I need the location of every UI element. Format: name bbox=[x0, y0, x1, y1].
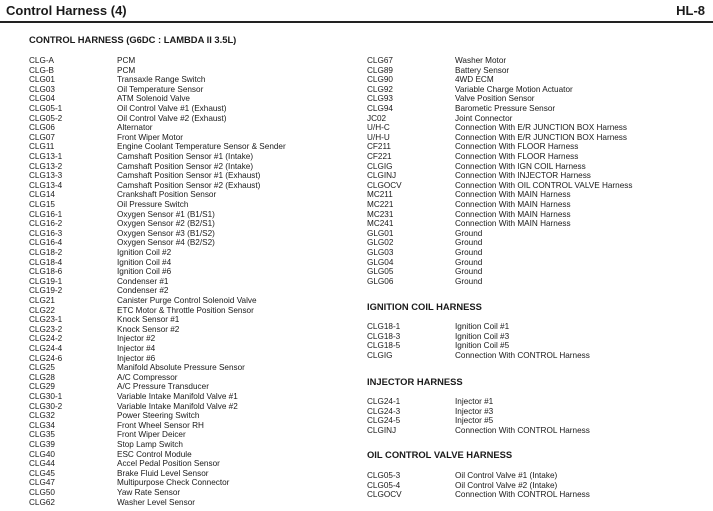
connector-description: Ignition Coil #4 bbox=[117, 257, 172, 267]
connector-description: Knock Sensor #1 bbox=[117, 315, 180, 325]
connector-description: Connection With E/R JUNCTION BOX Harness bbox=[455, 123, 627, 133]
connector-code: U/H-U bbox=[367, 132, 390, 142]
connector-code: CLG05-3 bbox=[367, 471, 401, 480]
connector-description: Engine Coolant Temperature Sensor & Sender bbox=[117, 142, 286, 152]
connector-code: CLG25 bbox=[29, 363, 55, 373]
connector-description: Ground bbox=[455, 238, 483, 248]
page-title: Control Harness (4) bbox=[6, 3, 127, 18]
connector-code: CLG18-1 bbox=[367, 322, 401, 331]
connector-description: Connection With OIL CONTROL VALVE Harness bbox=[455, 180, 633, 190]
connector-code: CLG30-1 bbox=[29, 392, 63, 401]
connector-code: CLG23-1 bbox=[29, 315, 63, 325]
connector-code: CLG21 bbox=[29, 296, 55, 305]
connector-description: Camshaft Position Sensor #2 (Intake) bbox=[117, 161, 254, 171]
section-title-oil-control-valve-harness: OIL CONTROL VALVE HARNESS bbox=[367, 449, 513, 460]
page-code: HL-8 bbox=[676, 3, 705, 18]
connector-description: ESC Control Module bbox=[117, 449, 192, 459]
connector-code: CLG39 bbox=[29, 440, 55, 449]
connector-description: Connection With CONTROL Harness bbox=[455, 490, 590, 500]
connector-description: Oxygen Sensor #3 (B1/S2) bbox=[117, 228, 215, 238]
connector-code: CLG34 bbox=[29, 420, 55, 430]
connector-description: ETC Motor & Throttle Position Sensor bbox=[117, 305, 254, 315]
section-title-ignition-coil-harness: IGNITION COIL HARNESS bbox=[367, 301, 482, 312]
connector-description: Injector #1 bbox=[455, 397, 494, 406]
connector-code: GLG01 bbox=[367, 228, 394, 238]
connector-code: CLG18-2 bbox=[29, 248, 63, 257]
connector-description: Transaxle Range Switch bbox=[117, 75, 206, 85]
connector-description: Connection With IGN COIL Harness bbox=[455, 161, 586, 171]
connector-code: CLG30-2 bbox=[29, 401, 63, 411]
connector-description: Joint Connector bbox=[455, 113, 513, 123]
connector-code: CF211 bbox=[367, 142, 391, 152]
connector-description: Injector #5 bbox=[455, 416, 494, 426]
connector-code: CLG93 bbox=[367, 94, 393, 104]
connector-code: CLGIG bbox=[367, 350, 393, 360]
connector-code: CLG50 bbox=[29, 488, 55, 497]
connector-description: Connection With MAIN Harness bbox=[455, 200, 571, 209]
connector-description: Oil Control Valve #2 (Exhaust) bbox=[117, 113, 227, 123]
connector-code: CLGOCV bbox=[367, 490, 402, 500]
connector-code: CLG05-1 bbox=[29, 104, 63, 113]
connector-code: CLG16-1 bbox=[29, 209, 63, 219]
connector-code: CLG24-6 bbox=[29, 353, 63, 363]
connector-code: CLG18-6 bbox=[29, 267, 63, 277]
connector-code: JC02 bbox=[367, 113, 387, 123]
connector-description: Multipurpose Check Connector bbox=[117, 478, 230, 488]
connector-description: Connection With INJECTOR Harness bbox=[455, 171, 591, 181]
connector-code: CLG07 bbox=[29, 132, 55, 142]
connector-code: CLG03 bbox=[29, 84, 55, 94]
connector-description: Front Wiper Deicer bbox=[117, 430, 186, 440]
connector-description: Oil Temperature Sensor bbox=[117, 84, 204, 94]
connector-code: CLG24-3 bbox=[367, 406, 401, 416]
connector-description: Ground bbox=[455, 257, 483, 267]
connector-code: GLG02 bbox=[367, 238, 394, 248]
connector-description: Stop Lamp Switch bbox=[117, 440, 183, 449]
connector-code: CLG05-2 bbox=[29, 113, 63, 123]
connector-code: CLGOCV bbox=[367, 180, 402, 190]
connector-code: CLG11 bbox=[29, 142, 55, 152]
connector-description: Accel Pedal Position Sensor bbox=[117, 459, 220, 469]
connector-code: CLG29 bbox=[29, 382, 55, 392]
connector-code: CLG40 bbox=[29, 449, 55, 459]
connector-description: Injector #3 bbox=[455, 406, 494, 416]
connector-description: A/C Compressor bbox=[117, 372, 178, 382]
connector-description: Oxygen Sensor #4 (B2/S2) bbox=[117, 238, 215, 248]
connector-description: Condenser #2 bbox=[117, 286, 169, 296]
connector-description: Brake Fluid Level Sensor bbox=[117, 468, 209, 478]
connector-code: CLG13-3 bbox=[29, 171, 63, 181]
connector-description: Variable Charge Motion Actuator bbox=[455, 84, 573, 94]
connector-description: Ignition Coil #2 bbox=[117, 248, 172, 257]
page-header bbox=[0, 0, 713, 23]
connector-code: U/H-C bbox=[367, 123, 390, 133]
connector-code: CF221 bbox=[367, 152, 392, 161]
connector-description: Connection With FLOOR Harness bbox=[455, 142, 579, 152]
connector-description: ATM Solenoid Valve bbox=[117, 94, 190, 104]
connector-description: Ignition Coil #3 bbox=[455, 331, 510, 341]
connector-description: Crankshaft Position Sensor bbox=[117, 190, 217, 200]
connector-description: Yaw Rate Sensor bbox=[117, 488, 181, 497]
connector-description: Valve Position Sensor bbox=[455, 94, 535, 104]
connector-code: CLG-B bbox=[29, 65, 55, 75]
connector-description: Canister Purge Control Solenoid Valve bbox=[117, 296, 257, 305]
connector-code: GLG06 bbox=[367, 276, 394, 286]
connector-code: CLG05-4 bbox=[367, 480, 401, 490]
connector-code: CLG62 bbox=[29, 497, 55, 507]
connector-description: Oil Control Valve #1 (Exhaust) bbox=[117, 104, 227, 113]
connector-description: Manifold Absolute Pressure Sensor bbox=[117, 363, 245, 373]
connector-description: Camshaft Position Sensor #2 (Exhaust) bbox=[117, 180, 261, 190]
connector-code: CLG22 bbox=[29, 305, 55, 315]
connector-code: CLG24-1 bbox=[367, 397, 401, 406]
connector-description: Connection With MAIN Harness bbox=[455, 190, 571, 200]
connector-code: MC211 bbox=[367, 190, 393, 200]
connector-description: Camshaft Position Sensor #1 (Exhaust) bbox=[117, 171, 261, 181]
connector-description: A/C Pressure Transducer bbox=[117, 382, 209, 392]
connector-code: CLG06 bbox=[29, 123, 55, 133]
connector-description: Connection With E/R JUNCTION BOX Harness bbox=[455, 132, 627, 142]
connector-code: CLG32 bbox=[29, 411, 55, 421]
connector-code: CLG13-2 bbox=[29, 161, 63, 171]
connector-code: CLG18-3 bbox=[367, 331, 401, 341]
connector-code: CLG23-2 bbox=[29, 324, 63, 334]
connector-description: Oxygen Sensor #2 (B2/S1) bbox=[117, 219, 215, 229]
connector-description: Variable Intake Manifold Valve #1 bbox=[117, 392, 238, 401]
connector-description: Injector #6 bbox=[117, 353, 156, 363]
connector-code: CLGINJ bbox=[367, 171, 397, 181]
connector-description: PCM bbox=[117, 65, 136, 75]
connector-code: CLG14 bbox=[29, 190, 55, 200]
connector-code: MC241 bbox=[367, 219, 394, 229]
connector-code: CLG19-2 bbox=[29, 286, 63, 296]
connector-description: Washer Motor bbox=[455, 56, 507, 65]
connector-description: Ground bbox=[455, 248, 483, 257]
connector-description: Connection With MAIN Harness bbox=[455, 219, 571, 229]
connector-description: Alternator bbox=[117, 123, 153, 133]
connector-code: GLG04 bbox=[367, 257, 394, 267]
connector-description: Front Wiper Motor bbox=[117, 132, 183, 142]
connector-code: CLG28 bbox=[29, 372, 55, 382]
connector-code: CLG18-4 bbox=[29, 257, 63, 267]
connector-description: Front Wheel Sensor RH bbox=[117, 420, 204, 430]
connector-code: GLG03 bbox=[367, 248, 394, 257]
connector-code: CLG-A bbox=[29, 56, 55, 65]
connector-description: Camshaft Position Sensor #1 (Intake) bbox=[117, 152, 254, 161]
connector-code: CLG45 bbox=[29, 468, 55, 478]
connector-code: CLG44 bbox=[29, 459, 55, 469]
connector-description: Connection With FLOOR Harness bbox=[455, 152, 579, 161]
connector-description: Ground bbox=[455, 267, 483, 277]
connector-description: Ignition Coil #5 bbox=[455, 341, 510, 351]
section-title-injector-harness: INJECTOR HARNESS bbox=[367, 376, 463, 387]
connector-code: CLG13-4 bbox=[29, 180, 63, 190]
connector-description: Injector #2 bbox=[117, 334, 156, 344]
connector-description: Connection With MAIN Harness bbox=[455, 209, 571, 219]
connector-code: GLG05 bbox=[367, 267, 394, 277]
connector-code: CLG24-5 bbox=[367, 416, 401, 426]
connector-code: CLGINJ bbox=[367, 425, 397, 435]
connector-code: CLG35 bbox=[29, 430, 55, 440]
connector-code: MC221 bbox=[367, 200, 394, 209]
connector-code: CLG01 bbox=[29, 75, 55, 85]
connector-code: CLGIG bbox=[367, 161, 393, 171]
connector-description: Oxygen Sensor #1 (B1/S1) bbox=[117, 209, 215, 219]
connector-description: Injector #4 bbox=[117, 344, 156, 353]
connector-description: Ignition Coil #6 bbox=[117, 267, 172, 277]
connector-description: Oil Pressure Switch bbox=[117, 200, 189, 209]
connector-description: Ground bbox=[455, 276, 483, 286]
connector-code: CLG67 bbox=[367, 56, 393, 65]
connector-description: PCM bbox=[117, 56, 136, 65]
connector-code: CLG13-1 bbox=[29, 152, 63, 161]
connector-code: CLG16-2 bbox=[29, 219, 63, 229]
connector-description: Connection With CONTROL Harness bbox=[455, 425, 590, 435]
connector-code: CLG18-5 bbox=[367, 341, 401, 351]
connector-description: Oil Control Valve #2 (Intake) bbox=[455, 480, 558, 490]
connector-description: Knock Sensor #2 bbox=[117, 324, 180, 334]
connector-code: CLG89 bbox=[367, 65, 393, 75]
connector-description: 4WD ECM bbox=[455, 75, 494, 85]
connector-description: Washer Level Sensor bbox=[117, 497, 195, 507]
connector-code: MC231 bbox=[367, 209, 394, 219]
connector-code: CLG90 bbox=[367, 75, 393, 85]
connector-description: Barometic Pressure Sensor bbox=[455, 104, 556, 113]
connector-code: CLG16-3 bbox=[29, 228, 63, 238]
connector-description: Power Steering Switch bbox=[117, 411, 200, 421]
connector-code: CLG04 bbox=[29, 94, 55, 104]
connector-description: Ground bbox=[455, 228, 483, 238]
connector-code: CLG19-1 bbox=[29, 276, 63, 286]
connector-description: Ignition Coil #1 bbox=[455, 322, 510, 331]
connector-code: CLG16-4 bbox=[29, 238, 63, 248]
connector-description: Connection With CONTROL Harness bbox=[455, 350, 590, 360]
connector-code: CLG92 bbox=[367, 84, 393, 94]
connector-code: CLG24-4 bbox=[29, 344, 63, 353]
connector-description: Condenser #1 bbox=[117, 276, 169, 286]
section-title-control-harness: CONTROL HARNESS (G6DC : LAMBDA II 3.5L) bbox=[29, 34, 237, 45]
connector-code: CLG94 bbox=[367, 104, 393, 113]
connector-description: Oil Control Valve #1 (Intake) bbox=[455, 471, 558, 480]
connector-description: Variable Intake Manifold Valve #2 bbox=[117, 401, 238, 411]
connector-description: Battery Sensor bbox=[455, 65, 510, 75]
connector-code: CLG24-2 bbox=[29, 334, 63, 344]
connector-code: CLG15 bbox=[29, 200, 55, 209]
connector-code: CLG47 bbox=[29, 478, 55, 488]
